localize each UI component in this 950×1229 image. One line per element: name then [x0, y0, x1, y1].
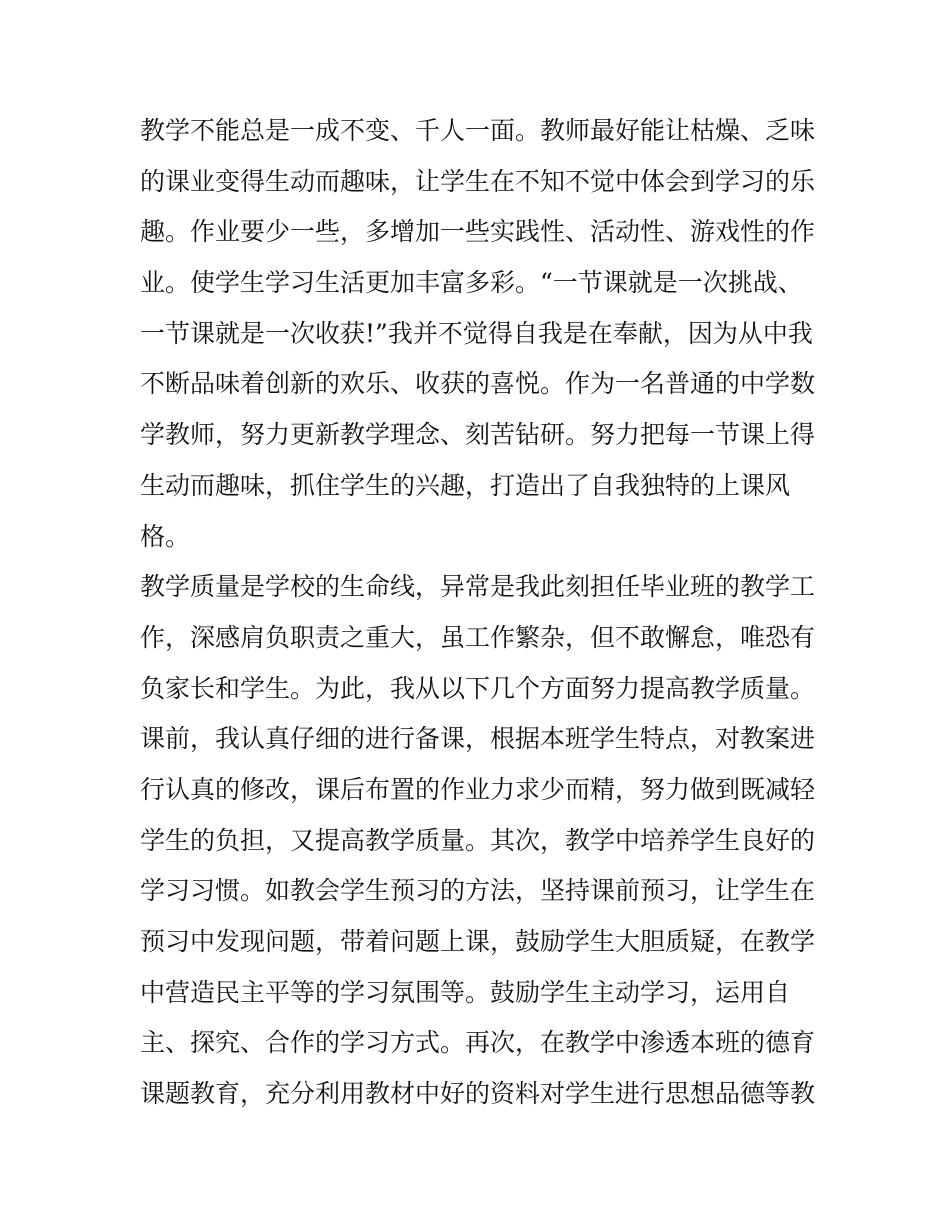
text-line: 学教师，努力更新教学理念、刻苦钻研。努力把每一节课上得: [140, 420, 816, 450]
text-line: 教学不能总是一成不变、千人一面。教师最好能让枯燥、乏味: [140, 116, 816, 145]
text-line: 生动而趣味，抓住学生的兴趣，打造出了自我独特的上课风: [140, 470, 791, 500]
body-text: [140, 106, 820, 1120]
text-line: 中营造民主平等的学习氛围等。鼓励学生主动学习，运用自: [140, 977, 791, 1007]
text-line: 主、探究、合作的学习方式。再次，在教学中渗透本班的德育: [140, 1028, 816, 1058]
text-line: 课前，我认真仔细的进行备课，根据本班学生特点，对教案进: [140, 724, 816, 754]
text-line: 作，深感肩负职责之重大，虽工作繁杂，但不敢懈怠，唯恐有: [140, 622, 816, 652]
text-line: 行认真的修改，课后布置的作业力求少而精，努力做到既减轻: [140, 774, 816, 804]
text-line: 趣。作业要少一些，多增加一些实践性、活动性、游戏性的作: [140, 217, 816, 247]
text-line: 一节课就是一次收获!”我并不觉得自我是在奉献，因为从中我: [140, 318, 813, 348]
text-line: 负家长和学生。为此，我从以下几个方面努力提高教学质量。: [140, 673, 816, 703]
text-line: 课题教育，充分利用教材中好的资料对学生进行思想品德等教: [140, 1079, 816, 1109]
text-line: 学生的负担，又提高教学质量。其次，教学中培养学生良好的: [140, 825, 816, 855]
text-line: 教学质量是学校的生命线，异常是我此刻担任毕业班的教学工: [140, 572, 816, 602]
text-line: 学习习惯。如教会学生预习的方法，坚持课前预习，让学生在: [140, 876, 816, 906]
text-line: 不断品味着创新的欢乐、收获的喜悦。作为一名普通的中学数: [140, 369, 816, 399]
text-line: 格。: [140, 521, 191, 551]
text-line: 预习中发现问题，带着问题上课，鼓励学生大胆质疑，在教学: [140, 927, 816, 956]
text-line: 的课业变得生动而趣味，让学生在不知不觉中体会到学习的乐: [140, 166, 816, 196]
text-line: 业。使学生学习生活更加丰富多彩。“一节课就是一次挑战、: [140, 268, 803, 298]
